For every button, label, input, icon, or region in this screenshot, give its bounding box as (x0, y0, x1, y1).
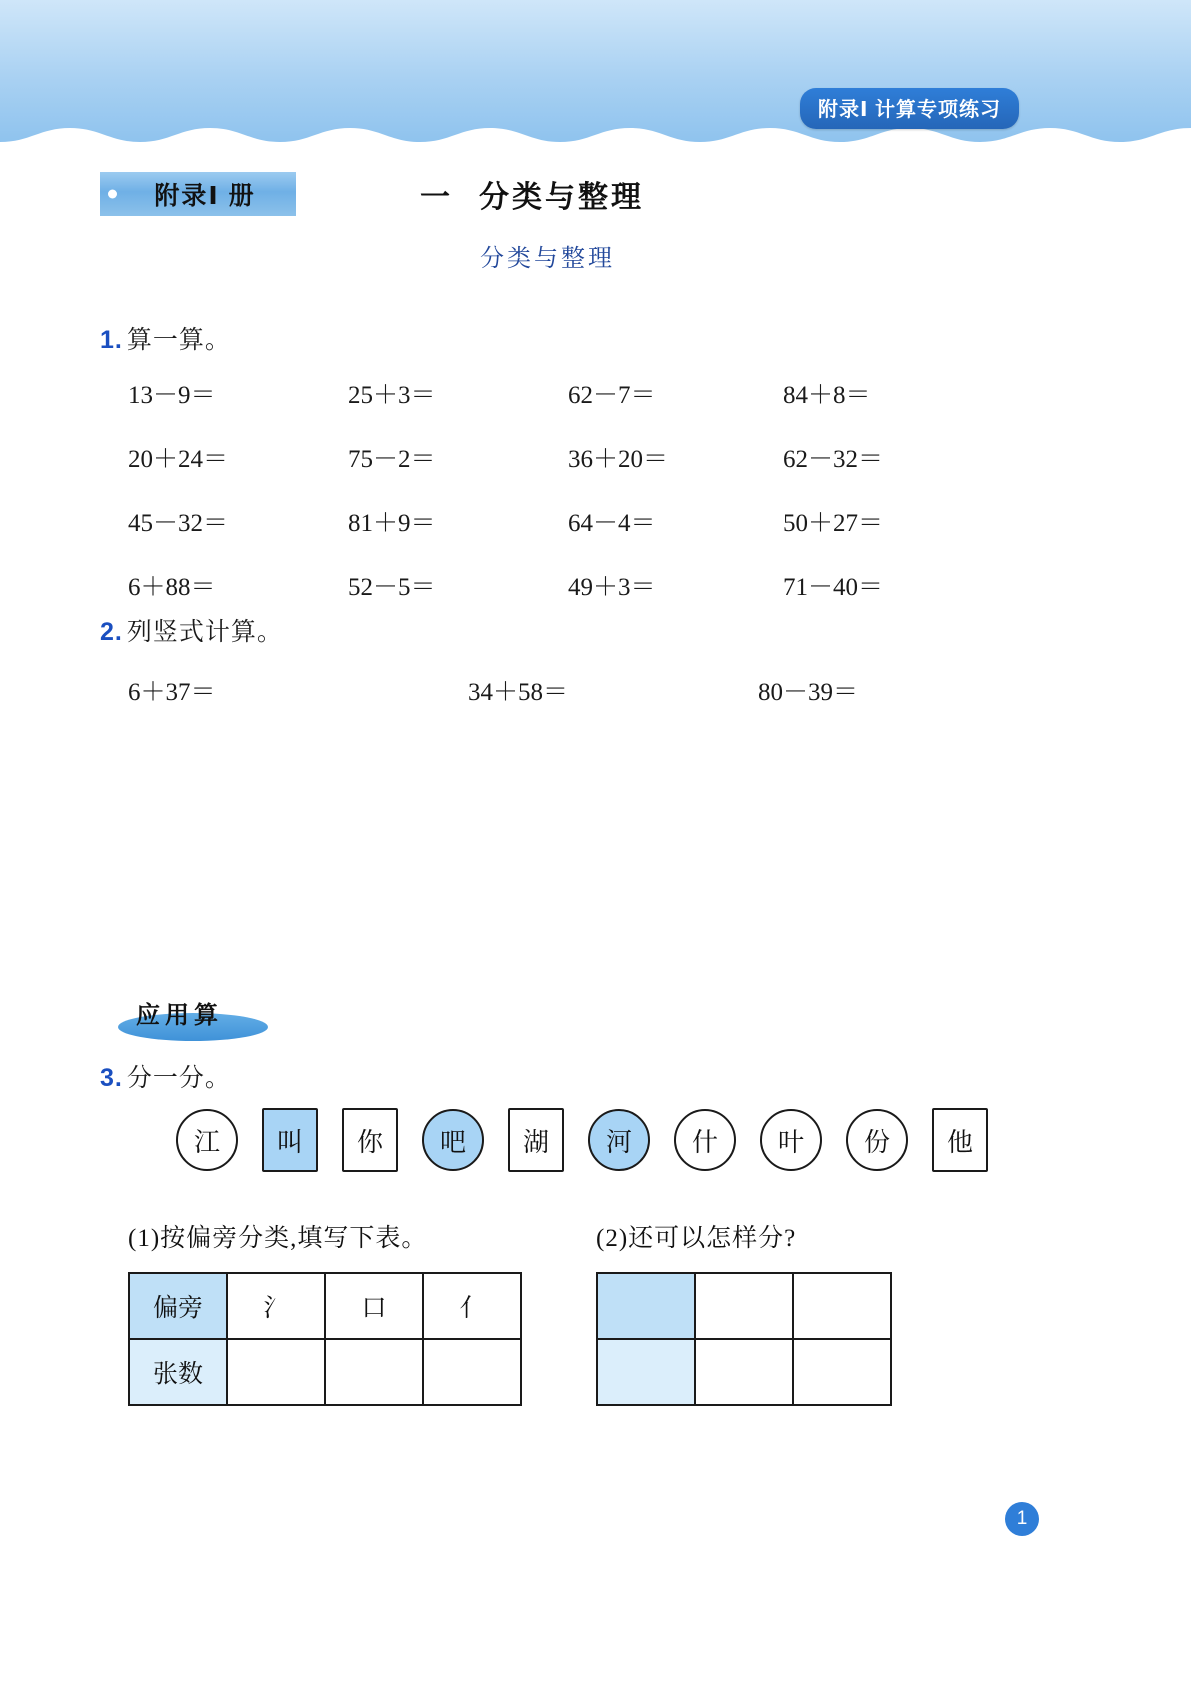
unit-title (420, 172, 644, 216)
character-chip-label: 什 (691, 1127, 718, 1157)
table-cell[interactable] (325, 1339, 423, 1405)
expression: 13－9＝ (128, 382, 216, 409)
table-cell[interactable] (695, 1273, 793, 1339)
character-chip[interactable] (674, 1109, 736, 1171)
alternative-grouping-table (596, 1272, 892, 1406)
expression: 80－39＝ (758, 679, 859, 706)
question-3-number: 3. (100, 1064, 123, 1092)
question-1-heading (100, 320, 231, 356)
unit-subtitle: 分类与整理 (480, 246, 615, 272)
subquestion-1-label: (1)按偏旁分类,填写下表。 (128, 1225, 428, 1252)
expression: 6＋37＝ (128, 679, 216, 706)
expression: 20＋24＝ (128, 446, 229, 473)
radical-count-table (128, 1272, 522, 1406)
expression: 6＋88＝ (128, 574, 216, 601)
question-2-number: 2. (100, 618, 123, 646)
character-chip[interactable] (342, 1108, 398, 1172)
expression: 25＋3＝ (348, 382, 436, 409)
character-chip[interactable] (262, 1108, 318, 1172)
question-2-expressions (128, 672, 948, 708)
page-number-badge: 1 (1005, 1502, 1039, 1536)
character-chip[interactable] (508, 1108, 564, 1172)
character-chip-label: 你 (356, 1127, 383, 1157)
header-badge: 附录Ⅰ 计算专项练习 (800, 88, 1019, 129)
table-cell[interactable] (227, 1339, 325, 1405)
expression: 62－7＝ (568, 382, 656, 409)
character-chip[interactable] (422, 1109, 484, 1171)
character-chip-label: 他 (946, 1127, 973, 1157)
character-chip[interactable] (588, 1109, 650, 1171)
table-cell[interactable] (597, 1339, 695, 1405)
character-chip-label: 吧 (439, 1127, 466, 1157)
table-cell[interactable]: 氵 (227, 1273, 325, 1339)
table-cell[interactable] (695, 1339, 793, 1405)
character-chip-label: 河 (605, 1127, 632, 1157)
expression: 62－32＝ (783, 446, 884, 473)
table-row (597, 1339, 891, 1405)
question-1-text: 算一算。 (126, 327, 231, 354)
unit-title-text: 分类与整理 (479, 181, 644, 214)
top-decorative-band (0, 0, 1191, 152)
table-cell[interactable] (793, 1273, 891, 1339)
tag-label: 附录Ⅰ 册 (154, 182, 256, 210)
table-cell[interactable]: 口 (325, 1273, 423, 1339)
question-3-heading (100, 1058, 231, 1094)
character-chip[interactable] (932, 1108, 988, 1172)
question-3-text: 分一分。 (126, 1065, 231, 1092)
character-chip-label: 叶 (777, 1127, 804, 1157)
question-1-number: 1. (100, 326, 123, 354)
apply-banner-label: 应用算 (136, 1002, 223, 1029)
expression: 71－40＝ (783, 574, 884, 601)
expression: 81＋9＝ (348, 510, 436, 537)
table-cell[interactable] (597, 1273, 695, 1339)
table-cell[interactable]: 亻 (423, 1273, 521, 1339)
table-cell[interactable] (793, 1339, 891, 1405)
expression: 75－2＝ (348, 446, 436, 473)
character-chip-row (176, 1108, 988, 1172)
question-2-heading (100, 612, 283, 648)
table-row (129, 1273, 521, 1339)
question-1-expressions (128, 375, 948, 603)
question-2-text: 列竖式计算。 (126, 619, 283, 646)
table-row (129, 1339, 521, 1405)
character-chip[interactable] (760, 1109, 822, 1171)
table-cell-radical-header: 偏旁 (129, 1273, 227, 1339)
unit-number: 一 (420, 181, 453, 214)
table-cell-count-header: 张数 (129, 1339, 227, 1405)
character-chip[interactable] (846, 1109, 908, 1171)
expression: 45－32＝ (128, 510, 229, 537)
apply-section-banner (118, 995, 278, 1041)
table-row (597, 1273, 891, 1339)
expression: 50＋27＝ (783, 510, 884, 537)
character-chip-label: 叫 (276, 1127, 303, 1157)
expression: 49＋3＝ (568, 574, 656, 601)
expression: 36＋20＝ (568, 446, 669, 473)
subquestion-2-label: (2)还可以怎样分? (596, 1225, 797, 1252)
character-chip-label: 份 (863, 1127, 890, 1157)
character-chip-label: 江 (193, 1127, 220, 1157)
expression: 52－5＝ (348, 574, 436, 601)
expression: 84＋8＝ (783, 382, 871, 409)
character-chip-label: 湖 (522, 1127, 549, 1157)
book-tag (100, 172, 296, 216)
character-chip[interactable] (176, 1109, 238, 1171)
expression: 34＋58＝ (468, 679, 569, 706)
table-cell[interactable] (423, 1339, 521, 1405)
expression: 64－4＝ (568, 510, 656, 537)
tag-hole-icon (108, 190, 117, 199)
